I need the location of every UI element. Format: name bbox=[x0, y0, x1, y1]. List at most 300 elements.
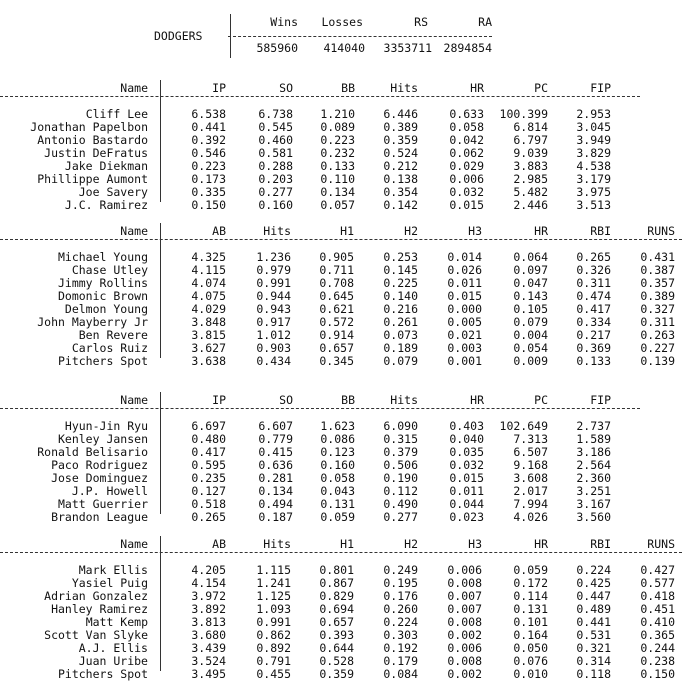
table-0-row-0-cell-3: 1.210 bbox=[320, 107, 355, 121]
table-0-row-3-cell-4: 0.524 bbox=[383, 146, 418, 160]
summary-rule bbox=[228, 36, 492, 37]
table-0-row-2-cell-4: 0.359 bbox=[383, 133, 418, 147]
table-1-row-0-cell-8: 0.431 bbox=[640, 250, 675, 264]
table-3-row-3-cell-2: 1.093 bbox=[256, 602, 291, 616]
table-3-row-5-name: Scott Van Slyke bbox=[44, 628, 148, 642]
table-0-row-6-cell-5: 0.032 bbox=[449, 185, 484, 199]
table-1-row-4-cell-8: 0.327 bbox=[640, 302, 675, 316]
table-0-row-2-cell-5: 0.042 bbox=[449, 133, 484, 147]
table-3-row-7-cell-7: 0.314 bbox=[576, 654, 611, 668]
table-2-row-7-cell-5: 0.023 bbox=[449, 510, 484, 524]
table-2-row-2-cell-1: 0.417 bbox=[191, 445, 226, 459]
table-2-row-6-cell-7: 3.167 bbox=[576, 497, 611, 511]
table-2-row-0-cell-2: 6.607 bbox=[258, 419, 293, 433]
table-3-row-3-cell-1: 3.892 bbox=[191, 602, 226, 616]
table-0-row-7-cell-6: 2.446 bbox=[513, 198, 548, 212]
table-3-row-8-name: Pitchers Spot bbox=[57, 667, 148, 681]
table-1-row-4-name: Delmon Young bbox=[64, 302, 148, 316]
table-3-row-7-cell-4: 0.179 bbox=[383, 654, 418, 668]
table-3-header-rbi: RBI bbox=[590, 537, 611, 551]
table-3-row-5-cell-6: 0.164 bbox=[513, 628, 548, 642]
table-1-row-6-cell-2: 1.012 bbox=[256, 328, 291, 342]
table-3-row-4-cell-6: 0.101 bbox=[513, 615, 548, 629]
table-1-row-1-cell-7: 0.326 bbox=[576, 263, 611, 277]
table-3-row-7-cell-8: 0.238 bbox=[640, 654, 675, 668]
table-1-row-1-cell-1: 4.115 bbox=[191, 263, 226, 277]
summary-header-rs: RS bbox=[414, 15, 428, 29]
table-3-row-0-name: Mark Ellis bbox=[78, 563, 148, 577]
table-2-row-6-cell-6: 7.994 bbox=[513, 497, 548, 511]
table-2-header-hr: HR bbox=[470, 393, 484, 407]
table-3-row-8-cell-7: 0.118 bbox=[576, 667, 611, 681]
table-1-row-8-cell-7: 0.133 bbox=[576, 354, 611, 368]
table-3-row-4-cell-3: 0.657 bbox=[319, 615, 354, 629]
table-2-row-3-cell-1: 0.595 bbox=[191, 458, 226, 472]
table-1-row-5-name: John Mayberry Jr bbox=[37, 315, 148, 329]
table-0-row-4-cell-3: 0.133 bbox=[320, 159, 355, 173]
table-0-row-7-cell-2: 0.160 bbox=[258, 198, 293, 212]
table-0-header-ip: IP bbox=[212, 81, 226, 95]
table-0-row-5-cell-3: 0.110 bbox=[320, 172, 355, 186]
table-3-row-0-cell-6: 0.059 bbox=[513, 563, 548, 577]
table-2-row-5-cell-7: 3.251 bbox=[576, 484, 611, 498]
table-2-row-1-cell-5: 0.040 bbox=[449, 432, 484, 446]
table-2-row-4-cell-7: 2.360 bbox=[576, 471, 611, 485]
table-1-header-h3: H3 bbox=[468, 224, 482, 238]
summary-header-wins: Wins bbox=[270, 15, 298, 29]
table-1-row-6-cell-4: 0.073 bbox=[383, 328, 418, 342]
table-3-row-0-cell-3: 0.801 bbox=[319, 563, 354, 577]
table-0-row-1-cell-3: 0.089 bbox=[320, 120, 355, 134]
table-0-row-0-cell-4: 6.446 bbox=[383, 107, 418, 121]
table-2-row-6-cell-5: 0.044 bbox=[449, 497, 484, 511]
table-3-row-1-cell-2: 1.241 bbox=[256, 576, 291, 590]
table-1-row-8-cell-4: 0.079 bbox=[383, 354, 418, 368]
table-0-row-2-cell-1: 0.392 bbox=[191, 133, 226, 147]
table-1-row-6-cell-7: 0.217 bbox=[576, 328, 611, 342]
table-1-row-4-cell-6: 0.105 bbox=[513, 302, 548, 316]
table-2-row-5-name: J.P. Howell bbox=[71, 484, 148, 498]
table-1-row-3-cell-1: 4.075 bbox=[191, 289, 226, 303]
table-3-row-5-cell-5: 0.002 bbox=[447, 628, 482, 642]
table-2-header-fip: FIP bbox=[590, 393, 611, 407]
table-1-row-6-cell-1: 3.815 bbox=[191, 328, 226, 342]
table-3-row-1-cell-5: 0.008 bbox=[447, 576, 482, 590]
table-2-row-1-cell-3: 0.086 bbox=[320, 432, 355, 446]
table-2-row-7-cell-7: 3.560 bbox=[576, 510, 611, 524]
table-3-header-ab: AB bbox=[212, 537, 226, 551]
table-1-header-ab: AB bbox=[212, 224, 226, 238]
table-2-row-0-cell-5: 0.403 bbox=[449, 419, 484, 433]
table-3-row-0-cell-5: 0.006 bbox=[447, 563, 482, 577]
table-0-row-4-cell-4: 0.212 bbox=[383, 159, 418, 173]
table-2-row-2-cell-7: 3.186 bbox=[576, 445, 611, 459]
table-2-row-7-cell-2: 0.187 bbox=[258, 510, 293, 524]
table-0-row-3-cell-3: 0.232 bbox=[320, 146, 355, 160]
table-0-header-name: Name bbox=[120, 81, 148, 95]
table-3-row-3-cell-5: 0.007 bbox=[447, 602, 482, 616]
table-3-header-h3: H3 bbox=[468, 537, 482, 551]
table-1-row-0-cell-6: 0.064 bbox=[513, 250, 548, 264]
table-3-row-6-cell-7: 0.321 bbox=[576, 641, 611, 655]
table-1-row-2-cell-2: 0.991 bbox=[256, 276, 291, 290]
table-0-row-0-cell-1: 6.538 bbox=[191, 107, 226, 121]
table-3-row-6-cell-1: 3.439 bbox=[191, 641, 226, 655]
table-0-row-3-name: Justin DeFratus bbox=[44, 146, 148, 160]
table-0-row-1-cell-6: 6.814 bbox=[513, 120, 548, 134]
table-0-header-hr: HR bbox=[470, 81, 484, 95]
table-2-row-3-name: Paco Rodriguez bbox=[51, 458, 148, 472]
table-1-row-5-cell-4: 0.261 bbox=[383, 315, 418, 329]
table-0-row-2-cell-2: 0.460 bbox=[258, 133, 293, 147]
table-2-row-1-cell-2: 0.779 bbox=[258, 432, 293, 446]
table-0-row-3-cell-2: 0.581 bbox=[258, 146, 293, 160]
table-0-row-6-cell-3: 0.134 bbox=[320, 185, 355, 199]
table-1-row-7-cell-1: 3.627 bbox=[191, 341, 226, 355]
table-3-row-2-cell-2: 1.125 bbox=[256, 589, 291, 603]
table-1-rule bbox=[0, 239, 682, 240]
table-3-row-2-cell-7: 0.447 bbox=[576, 589, 611, 603]
table-2-row-4-cell-3: 0.058 bbox=[320, 471, 355, 485]
table-1-row-1-cell-5: 0.026 bbox=[447, 263, 482, 277]
table-3-row-4-cell-7: 0.441 bbox=[576, 615, 611, 629]
table-3-row-7-cell-2: 0.791 bbox=[256, 654, 291, 668]
table-3-row-2-cell-1: 3.972 bbox=[191, 589, 226, 603]
table-3-row-5-cell-4: 0.303 bbox=[383, 628, 418, 642]
table-2-row-3-cell-4: 0.506 bbox=[383, 458, 418, 472]
table-1-row-1-cell-2: 0.979 bbox=[256, 263, 291, 277]
table-0-row-1-name: Jonathan Papelbon bbox=[30, 120, 148, 134]
table-1-row-7-cell-3: 0.657 bbox=[319, 341, 354, 355]
table-3-row-2-cell-4: 0.176 bbox=[383, 589, 418, 603]
table-1-header-hits: Hits bbox=[263, 224, 291, 238]
table-3-row-4-cell-2: 0.991 bbox=[256, 615, 291, 629]
table-1-row-2-cell-5: 0.011 bbox=[447, 276, 482, 290]
table-3-row-1-cell-6: 0.172 bbox=[513, 576, 548, 590]
table-1-row-7-cell-7: 0.369 bbox=[576, 341, 611, 355]
table-1-row-3-cell-5: 0.015 bbox=[447, 289, 482, 303]
table-3-row-6-name: A.J. Ellis bbox=[78, 641, 148, 655]
table-1-row-4-cell-5: 0.000 bbox=[447, 302, 482, 316]
table-3-row-4-cell-8: 0.410 bbox=[640, 615, 675, 629]
table-0-row-3-cell-1: 0.546 bbox=[191, 146, 226, 160]
table-1-row-3-cell-8: 0.389 bbox=[640, 289, 675, 303]
table-1-row-0-cell-1: 4.325 bbox=[191, 250, 226, 264]
table-1-row-5-cell-6: 0.079 bbox=[513, 315, 548, 329]
table-0-row-5-cell-1: 0.173 bbox=[191, 172, 226, 186]
table-0-row-1-cell-2: 0.545 bbox=[258, 120, 293, 134]
table-3-row-1-cell-1: 4.154 bbox=[191, 576, 226, 590]
table-0-row-2-cell-6: 6.797 bbox=[513, 133, 548, 147]
table-1-row-0-cell-4: 0.253 bbox=[383, 250, 418, 264]
table-1-row-7-cell-4: 0.189 bbox=[383, 341, 418, 355]
table-2-row-1-name: Kenley Jansen bbox=[57, 432, 148, 446]
table-2-header-name: Name bbox=[120, 393, 148, 407]
table-2-header-bb: BB bbox=[341, 393, 355, 407]
table-2-row-2-cell-6: 6.507 bbox=[513, 445, 548, 459]
table-1-row-1-name: Chase Utley bbox=[71, 263, 148, 277]
table-3-row-5-cell-1: 3.680 bbox=[191, 628, 226, 642]
table-1-row-8-cell-5: 0.001 bbox=[447, 354, 482, 368]
table-2-header-pc: PC bbox=[534, 393, 548, 407]
table-2-row-0-name: Hyun-Jin Ryu bbox=[64, 419, 148, 433]
table-1-row-3-cell-3: 0.645 bbox=[319, 289, 354, 303]
table-1-header-name: Name bbox=[120, 224, 148, 238]
table-3-row-8-cell-5: 0.002 bbox=[447, 667, 482, 681]
table-0-header-fip: FIP bbox=[590, 81, 611, 95]
table-3-row-6-cell-6: 0.050 bbox=[513, 641, 548, 655]
table-0-row-1-cell-4: 0.389 bbox=[383, 120, 418, 134]
table-1-row-8-cell-1: 3.638 bbox=[191, 354, 226, 368]
table-3-row-5-cell-8: 0.365 bbox=[640, 628, 675, 642]
table-2-row-3-cell-7: 2.564 bbox=[576, 458, 611, 472]
table-3-row-0-cell-7: 0.224 bbox=[576, 563, 611, 577]
table-1-row-2-name: Jimmy Rollins bbox=[57, 276, 148, 290]
table-1-row-5-cell-8: 0.311 bbox=[640, 315, 675, 329]
table-3-row-4-cell-5: 0.008 bbox=[447, 615, 482, 629]
table-0-row-0-cell-7: 2.953 bbox=[576, 107, 611, 121]
table-1-row-2-cell-6: 0.047 bbox=[513, 276, 548, 290]
table-1-header-rbi: RBI bbox=[590, 224, 611, 238]
table-0-row-0-cell-6: 100.399 bbox=[499, 107, 548, 121]
table-2-row-3-cell-2: 0.636 bbox=[258, 458, 293, 472]
table-2-row-6-cell-1: 0.518 bbox=[191, 497, 226, 511]
table-2-row-5-cell-1: 0.127 bbox=[191, 484, 226, 498]
table-2-row-1-cell-6: 7.313 bbox=[513, 432, 548, 446]
table-0-row-1-cell-5: 0.058 bbox=[449, 120, 484, 134]
table-3-row-1-cell-3: 0.867 bbox=[319, 576, 354, 590]
table-1-row-2-cell-7: 0.311 bbox=[576, 276, 611, 290]
table-3-row-7-cell-5: 0.008 bbox=[447, 654, 482, 668]
table-0-row-6-cell-6: 5.482 bbox=[513, 185, 548, 199]
table-1-row-0-name: Michael Young bbox=[57, 250, 148, 264]
table-2-row-0-cell-7: 2.737 bbox=[576, 419, 611, 433]
table-0-row-1-cell-1: 0.441 bbox=[191, 120, 226, 134]
table-0-row-5-cell-6: 2.985 bbox=[513, 172, 548, 186]
table-3-row-7-cell-3: 0.528 bbox=[319, 654, 354, 668]
table-3-row-6-cell-4: 0.192 bbox=[383, 641, 418, 655]
table-1-row-7-cell-8: 0.227 bbox=[640, 341, 675, 355]
table-1-row-7-cell-5: 0.003 bbox=[447, 341, 482, 355]
table-2-row-6-cell-3: 0.131 bbox=[320, 497, 355, 511]
table-2-row-3-cell-6: 9.168 bbox=[513, 458, 548, 472]
table-0-row-3-cell-6: 9.039 bbox=[513, 146, 548, 160]
table-3-row-6-cell-5: 0.006 bbox=[447, 641, 482, 655]
table-2-header-ip: IP bbox=[212, 393, 226, 407]
table-2-row-4-cell-2: 0.281 bbox=[258, 471, 293, 485]
summary-header-ra: RA bbox=[478, 15, 492, 29]
table-1-row-6-name: Ben Revere bbox=[78, 328, 148, 342]
table-2-row-3-cell-3: 0.160 bbox=[320, 458, 355, 472]
table-2-row-5-cell-4: 0.112 bbox=[383, 484, 418, 498]
table-0-row-0-name: Cliff Lee bbox=[85, 107, 148, 121]
table-3-header-name: Name bbox=[120, 537, 148, 551]
table-0-row-3-cell-5: 0.062 bbox=[449, 146, 484, 160]
table-1-row-5-cell-1: 3.848 bbox=[191, 315, 226, 329]
table-0-row-4-cell-1: 0.223 bbox=[191, 159, 226, 173]
table-3-row-5-cell-3: 0.393 bbox=[319, 628, 354, 642]
table-2-header-hits: Hits bbox=[390, 393, 418, 407]
table-2-row-6-name: Matt Guerrier bbox=[57, 497, 148, 511]
table-3-row-2-cell-5: 0.007 bbox=[447, 589, 482, 603]
table-3-row-3-cell-8: 0.451 bbox=[640, 602, 675, 616]
table-2-row-0-cell-1: 6.697 bbox=[191, 419, 226, 433]
table-3-row-3-cell-6: 0.131 bbox=[513, 602, 548, 616]
table-0-row-6-cell-7: 3.975 bbox=[576, 185, 611, 199]
table-1-row-0-cell-3: 0.905 bbox=[319, 250, 354, 264]
table-1-row-7-cell-6: 0.054 bbox=[513, 341, 548, 355]
table-3-header-h1: H1 bbox=[340, 537, 354, 551]
table-1-row-1-cell-3: 0.711 bbox=[319, 263, 354, 277]
table-2-row-5-cell-2: 0.134 bbox=[258, 484, 293, 498]
table-0-row-4-cell-2: 0.288 bbox=[258, 159, 293, 173]
table-1-row-2-cell-3: 0.708 bbox=[319, 276, 354, 290]
table-3-row-7-name: Juan Uribe bbox=[78, 654, 148, 668]
table-1-row-7-cell-2: 0.903 bbox=[256, 341, 291, 355]
table-3-header-h2: H2 bbox=[404, 537, 418, 551]
table-3-header-runs: RUNS bbox=[647, 537, 675, 551]
table-0-header-bb: BB bbox=[341, 81, 355, 95]
table-1-row-8-cell-2: 0.434 bbox=[256, 354, 291, 368]
table-1-header-h1: H1 bbox=[340, 224, 354, 238]
table-1-row-7-name: Carlos Ruiz bbox=[71, 341, 148, 355]
table-1-header-hr: HR bbox=[534, 224, 548, 238]
table-3-row-1-cell-7: 0.425 bbox=[576, 576, 611, 590]
table-1-row-4-cell-2: 0.943 bbox=[256, 302, 291, 316]
table-0-row-4-cell-6: 3.883 bbox=[513, 159, 548, 173]
table-1-row-8-cell-8: 0.139 bbox=[640, 354, 675, 368]
table-0-row-4-cell-7: 4.538 bbox=[576, 159, 611, 173]
table-2-row-4-cell-6: 3.608 bbox=[513, 471, 548, 485]
table-3-row-8-cell-3: 0.359 bbox=[319, 667, 354, 681]
table-3-row-8-cell-2: 0.455 bbox=[256, 667, 291, 681]
table-2-row-5-cell-3: 0.043 bbox=[320, 484, 355, 498]
table-1-row-1-cell-4: 0.145 bbox=[383, 263, 418, 277]
table-2-row-2-cell-4: 0.379 bbox=[383, 445, 418, 459]
table-0-row-2-cell-3: 0.223 bbox=[320, 133, 355, 147]
table-3-row-1-cell-4: 0.195 bbox=[383, 576, 418, 590]
table-2-row-1-cell-7: 1.589 bbox=[576, 432, 611, 446]
table-3-row-6-cell-8: 0.244 bbox=[640, 641, 675, 655]
table-1-row-0-cell-5: 0.014 bbox=[447, 250, 482, 264]
table-2-row-1-cell-4: 0.315 bbox=[383, 432, 418, 446]
table-1-header-h2: H2 bbox=[404, 224, 418, 238]
table-2-row-0-cell-6: 102.649 bbox=[499, 419, 548, 433]
table-3-rule bbox=[0, 552, 682, 553]
table-3-row-2-name: Adrian Gonzalez bbox=[44, 589, 148, 603]
table-0-header-hits: Hits bbox=[390, 81, 418, 95]
summary-value-ra: 2894854 bbox=[443, 41, 492, 55]
table-1-row-2-cell-4: 0.225 bbox=[383, 276, 418, 290]
table-1-row-4-cell-4: 0.216 bbox=[383, 302, 418, 316]
table-0-row-2-cell-7: 3.949 bbox=[576, 133, 611, 147]
table-3-row-5-cell-2: 0.862 bbox=[256, 628, 291, 642]
table-0-row-4-cell-5: 0.029 bbox=[449, 159, 484, 173]
table-1-row-3-cell-4: 0.140 bbox=[383, 289, 418, 303]
table-2-row-2-cell-3: 0.123 bbox=[320, 445, 355, 459]
table-0-header-so: SO bbox=[279, 81, 293, 95]
table-1-row-5-cell-5: 0.005 bbox=[447, 315, 482, 329]
table-1-row-1-cell-8: 0.387 bbox=[640, 263, 675, 277]
table-3-row-4-name: Matt Kemp bbox=[85, 615, 148, 629]
table-1-row-1-cell-6: 0.097 bbox=[513, 263, 548, 277]
table-0-row-6-cell-2: 0.277 bbox=[258, 185, 293, 199]
table-1-row-0-cell-2: 1.236 bbox=[256, 250, 291, 264]
table-1-row-6-cell-3: 0.914 bbox=[319, 328, 354, 342]
table-2-row-5-cell-5: 0.011 bbox=[449, 484, 484, 498]
table-3-row-3-cell-3: 0.694 bbox=[319, 602, 354, 616]
table-1-row-2-cell-8: 0.357 bbox=[640, 276, 675, 290]
table-3-row-4-cell-4: 0.224 bbox=[383, 615, 418, 629]
table-1-row-2-cell-1: 4.074 bbox=[191, 276, 226, 290]
table-0-row-5-name: Phillippe Aumont bbox=[37, 172, 148, 186]
table-1-row-8-name: Pitchers Spot bbox=[57, 354, 148, 368]
table-0-row-7-cell-1: 0.150 bbox=[191, 198, 226, 212]
table-3-row-7-cell-1: 3.524 bbox=[191, 654, 226, 668]
table-0-row-5-cell-7: 3.179 bbox=[576, 172, 611, 186]
table-0-row-7-name: J.C. Ramirez bbox=[64, 198, 148, 212]
table-0-row-5-cell-5: 0.006 bbox=[449, 172, 484, 186]
table-3-row-0-cell-4: 0.249 bbox=[383, 563, 418, 577]
table-3-row-0-cell-8: 0.427 bbox=[640, 563, 675, 577]
table-2-row-3-cell-5: 0.032 bbox=[449, 458, 484, 472]
table-2-row-7-cell-3: 0.059 bbox=[320, 510, 355, 524]
table-3-row-3-cell-7: 0.489 bbox=[576, 602, 611, 616]
table-0-row-1-cell-7: 3.045 bbox=[576, 120, 611, 134]
table-2-row-7-cell-1: 0.265 bbox=[191, 510, 226, 524]
table-3-row-8-cell-6: 0.010 bbox=[513, 667, 548, 681]
table-2-row-1-cell-1: 0.480 bbox=[191, 432, 226, 446]
table-1-row-6-cell-5: 0.021 bbox=[447, 328, 482, 342]
table-2-row-2-cell-5: 0.035 bbox=[449, 445, 484, 459]
table-0-row-2-name: Antonio Bastardo bbox=[37, 133, 148, 147]
table-1-row-4-cell-3: 0.621 bbox=[319, 302, 354, 316]
table-3-row-5-cell-7: 0.531 bbox=[576, 628, 611, 642]
table-1-row-3-cell-2: 0.944 bbox=[256, 289, 291, 303]
table-1-row-8-cell-6: 0.009 bbox=[513, 354, 548, 368]
table-2-row-2-name: Ronald Belisario bbox=[37, 445, 148, 459]
table-1-row-5-cell-2: 0.917 bbox=[256, 315, 291, 329]
table-0-row-5-cell-4: 0.138 bbox=[383, 172, 418, 186]
table-3-row-8-cell-4: 0.084 bbox=[383, 667, 418, 681]
table-2-row-0-cell-3: 1.623 bbox=[320, 419, 355, 433]
table-2-row-6-cell-4: 0.490 bbox=[383, 497, 418, 511]
summary-header-losses: Losses bbox=[321, 15, 363, 29]
table-3-header-hr: HR bbox=[534, 537, 548, 551]
table-0-rule bbox=[0, 96, 640, 97]
table-3-header-hits: Hits bbox=[263, 537, 291, 551]
table-3-row-1-name: Yasiel Puig bbox=[71, 576, 148, 590]
table-0-row-0-cell-2: 6.738 bbox=[258, 107, 293, 121]
table-0-row-3-cell-7: 3.829 bbox=[576, 146, 611, 160]
table-2-rule bbox=[0, 408, 640, 409]
table-2-row-7-name: Brandon League bbox=[51, 510, 148, 524]
table-1-row-5-cell-3: 0.572 bbox=[319, 315, 354, 329]
table-1-header-runs: RUNS bbox=[647, 224, 675, 238]
table-1-row-5-cell-7: 0.334 bbox=[576, 315, 611, 329]
table-1-row-0-cell-7: 0.265 bbox=[576, 250, 611, 264]
table-2-header-so: SO bbox=[279, 393, 293, 407]
table-3-row-7-cell-6: 0.076 bbox=[513, 654, 548, 668]
table-3-row-2-cell-8: 0.418 bbox=[640, 589, 675, 603]
table-0-row-7-cell-5: 0.015 bbox=[449, 198, 484, 212]
table-2-row-4-cell-5: 0.015 bbox=[449, 471, 484, 485]
table-1-row-6-cell-8: 0.263 bbox=[640, 328, 675, 342]
table-0-row-6-name: Joe Savery bbox=[78, 185, 148, 199]
table-3-row-3-cell-4: 0.260 bbox=[383, 602, 418, 616]
summary-value-wins: 585960 bbox=[256, 41, 298, 55]
table-3-row-4-cell-1: 3.813 bbox=[191, 615, 226, 629]
